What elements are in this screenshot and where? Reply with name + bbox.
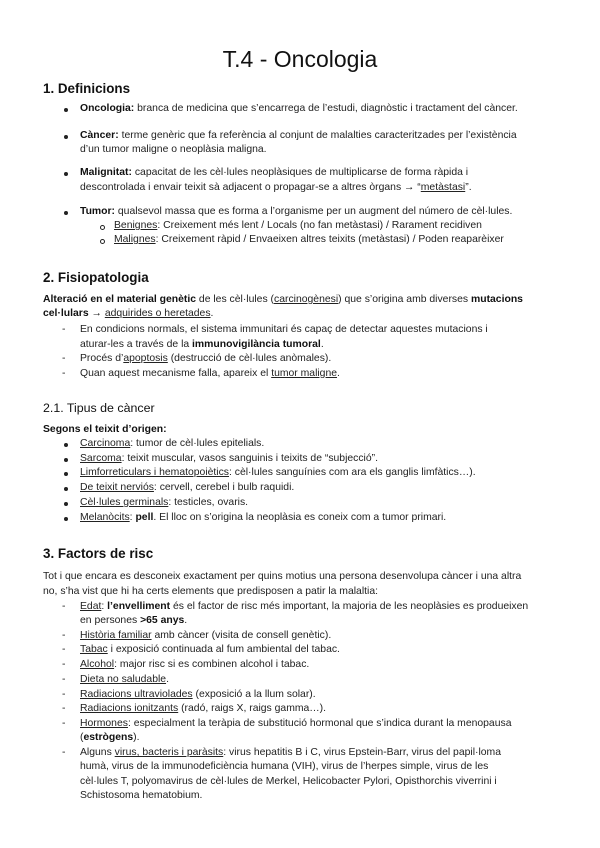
factor-edat-cont: en persones >65 anys.: [80, 615, 188, 626]
tipus-item: Melanòcits: pell. El lloc on s’origina la neoplàsia es coneix com a tumor primari.: [80, 512, 447, 523]
factor-dieta: Dieta no saludable.: [80, 674, 169, 685]
factor-hormones: Hormones: especialment la teràpia de substitució hormonal que s’indica durant la menopausa: [80, 718, 512, 729]
bullet-icon: [64, 172, 68, 176]
factor-radiacions-uv: Radiacions ultraviolades (exposició a la llum solar).: [80, 689, 316, 700]
definition-tumor: Tumor: qualsevol massa que es forma a l’organisme per un augment del número de cèl·lules.: [80, 206, 513, 217]
bullet-icon: [64, 458, 68, 462]
fisiopatologia-item: Quan aquest mecanisme falla, apareix el tumor maligne.: [80, 368, 340, 379]
tipus-item: Cèl·lules germinals: testicles, ovaris.: [80, 497, 249, 508]
sub-bullet-icon: [100, 225, 105, 230]
dash-marker: -: [62, 718, 66, 729]
tumor-malignes: Malignes: Creixement ràpid / Envaeixen altres teixits (metàstasi) / Poden reaparèixer: [114, 234, 504, 245]
section-heading-tipus-cancer: 2.1. Tipus de càncer: [43, 401, 155, 415]
dash-marker: -: [62, 630, 66, 641]
bullet-icon: [64, 443, 68, 447]
bullet-icon: [64, 211, 68, 215]
fisiopatologia-intro-cont: cel·lulars → adquirides o heretades.: [43, 308, 214, 319]
factor-virus: Alguns virus, bacteris i paràsits: virus hepatitis B i C, virus Epstein-Barr, virus del papil·loma: [80, 747, 501, 758]
factor-alcohol: Alcohol: major risc si es combinen alcohol i tabac.: [80, 659, 310, 670]
fisiopatologia-item: En condicions normals, el sistema immunitari és capaç de detectar aquestes mutacions i: [80, 324, 488, 335]
definition-cancer: Càncer: terme genèric que fa referència al conjunt de malalties caracteritzades per l’existència: [80, 130, 517, 141]
tumor-benignes: Benignes: Creixement més lent / Locals (no fan metàstasi) / Rarament recidiven: [114, 220, 482, 231]
dash-marker: -: [62, 689, 66, 700]
factor-historia: Història familiar amb càncer (visita de consell genètic).: [80, 630, 332, 641]
section-heading-definicions: 1. Definicions: [43, 81, 131, 96]
factor-edat: Edat: l’envelliment és el factor de risc més important, la majoria de les neoplàsies es produeixen: [80, 601, 529, 612]
bullet-icon: [64, 517, 68, 521]
factors-intro: Tot i que encara es desconeix exactament per quins motius una persona desenvolupa càncer i una altra: [43, 571, 522, 582]
bullet-icon: [64, 472, 68, 476]
definition-cancer-cont: d’un tumor maligne o neoplàsia maligna.: [80, 144, 267, 155]
sub-bullet-icon: [100, 239, 105, 244]
factors-intro-cont: no, s’ha vist que hi ha certs elements que predisposen a patir la malaltia:: [43, 586, 378, 597]
dash-marker: -: [62, 353, 66, 364]
page-title: T.4 - Oncologia: [222, 46, 378, 72]
definition-malignitat-cont: descontrolada i envair teixit sà adjacent o propagar-se a altres òrgans → “metàstasi”.: [80, 182, 472, 193]
tipus-item: De teixit nerviós: cervell, cerebel i bulb raquidi.: [80, 482, 295, 493]
fisiopatologia-item: Procés d’apoptosis (destrucció de cèl·lules anòmales).: [80, 353, 332, 364]
factor-virus-cont: Schistosoma hematobium.: [80, 790, 203, 801]
dash-marker: -: [62, 644, 66, 655]
factor-tabac: Tabac i exposició continuada al fum ambiental del tabac.: [80, 644, 340, 655]
dash-marker: -: [62, 747, 66, 758]
dash-marker: -: [62, 324, 66, 335]
definition-malignitat: Malignitat: capacitat de les cèl·lules neoplàsiques de multiplicarse de forma ràpida i: [80, 167, 469, 178]
tipus-item: Carcinoma: tumor de cèl·lules epitelials.: [80, 438, 265, 449]
bullet-icon: [64, 487, 68, 491]
dash-marker: -: [62, 703, 66, 714]
section-heading-factors-risc: 3. Factors de risc: [43, 546, 154, 561]
bullet-icon: [64, 108, 68, 112]
dash-marker: -: [62, 659, 66, 670]
factor-virus-cont: humà, virus de la immunodeficiència humana (VIH), virus de l’herpes simple, virus de les: [80, 761, 489, 772]
factor-virus-cont: cèl·lules T, polyomavirus de cèl·lules de Merkel, Helicobacter Pylori, Opisthorchis viverrini i: [80, 776, 497, 787]
factor-radiacions-ionitzants: Radiacions ionitzants (radó, raigs X, raigs gamma…).: [80, 703, 327, 714]
section-heading-fisiopatologia: 2. Fisiopatologia: [43, 270, 149, 285]
tipus-item: Sarcoma: teixit muscular, vasos sanguinis i teixits de “subjecció”.: [80, 453, 378, 464]
bullet-icon: [64, 502, 68, 506]
dash-marker: -: [62, 601, 66, 612]
definition-oncologia: Oncologia: branca de medicina que s’encarrega de l’estudi, diagnòstic i tractament del càncer.: [80, 103, 518, 114]
subheading-teixit-origen: Segons el teixit d’origen:: [43, 424, 167, 435]
dash-marker: -: [62, 674, 66, 685]
bullet-icon: [64, 135, 68, 139]
dash-marker: -: [62, 368, 66, 379]
factor-hormones-cont: (estrògens).: [80, 732, 140, 743]
fisiopatologia-intro: Alteració en el material genètic de les cèl·lules (carcinogènesi) que s’origina amb diverses mutacions: [43, 294, 523, 305]
fisiopatologia-item-cont: aturar-les a través de la immunovigilància tumoral.: [80, 339, 324, 350]
tipus-item: Limforreticulars i hematopoiètics: cèl·lules sanguínies com ara els ganglis limfàtics…).: [80, 467, 476, 478]
